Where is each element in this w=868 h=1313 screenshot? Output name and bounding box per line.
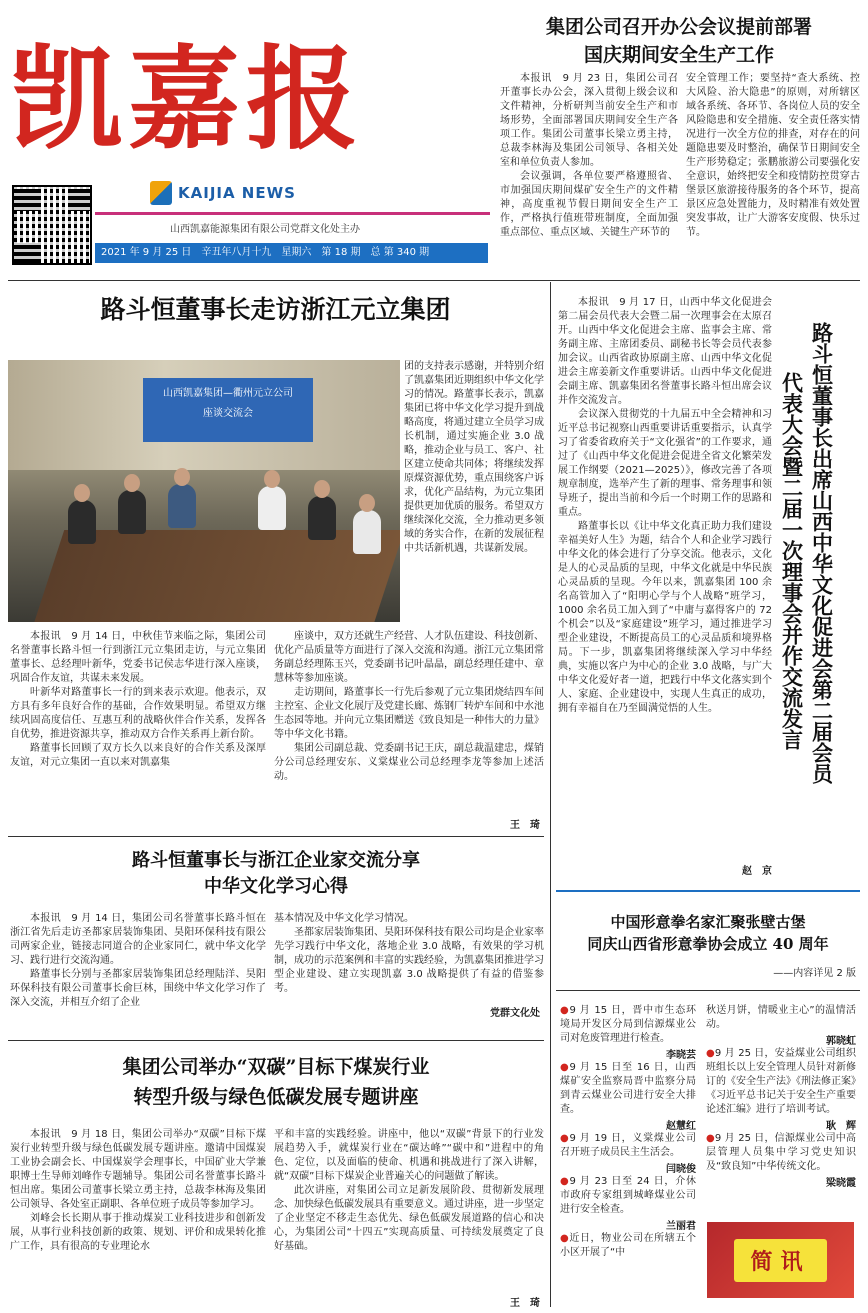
visit-story-side-col: 团的支持表示感谢，并特别介绍了凯嘉集团近期组织中华文化学习的情况。路董事长表示，凯嘉集团已将中华文化学习提升到战略高度，将通过建立全员学习成长机制，通过实施企业 3.0 战略，推动企业与员工、客户、社区建立使命共同体；将继续发挥原煤资源优势，重点围绕客户诉求，优化产品结构，为元立集团提供更加优质的服务。希望双方继续深化交流，全力推动更多领域的务实合作，在新的发展征程中共话新机遇，共谋新发展。 [404,361,544,554]
top-story-col2: 安全管理工作；要坚持“查大系统、控大风险、治大隐患”的原则，对所辖区域各系统、各环节、各岗位人员的安全风险隐患和安全措施、安全责任落实情况进行一次全方位的排查，对存在的问题隐患要及时整治，确保节日期间安全生产形势稳定；张鹏旅游公司要强化安全意识，始终把安全和疫情防控贯穿古堡景区旅游接待服务的各个环节，提高景区应急处置能力，及时精准有效处置突发事故，让广大游客安度假、快乐过节。 [686,73,860,238]
top-story-title[interactable]: 集团公司召开办公会议提前部署 国庆期间安全生产工作 [545,16,812,66]
brief-item: ●9 月 15 日，晋中市生态环境局开发区分局到信源煤业公司对危废管理进行检查。 [560,1005,696,1044]
lecture-story-title[interactable]: 集团公司举办“双碳”目标下煤炭行业 转型升级与绿色低碳发展专题讲座 [122,1056,430,1109]
briefs-section-tag: 简讯 [707,1222,854,1298]
briefs-col1: ●9 月 15 日，晋中市生态环境局开发区分局到信源煤业公司对危废管理进行检查。 李晓芸 ●9 月 15 日至 16 日，山西煤矿安全监察局晋中监察分局到青云煤业公司进行安全大排查。 赵慧红 ●9 月 19 日，义棠煤业公司召开班子成员民主生活会。 闫晓俊 ●9 月 23 日至 24 日，介休市政府专家组到城峰煤业公司进行安全检查。 兰丽君 ●近日，物业公司在所辖五个小区开展了“中 [560,1005,696,1258]
council-story-title-1[interactable]: 路斗恒董事长出席山西中华文化促进会第二届会员 [809,322,835,784]
lecture-story-col1: 本报讯 9 月 18 日，集团公司举办“双碳”目标下煤炭行业转型升级与绿色低碳发展专题讲座。邀请中国煤炭工业协会副会长、中国煤炭学会理事长，中国矿业大学兼职博士生导师刘峰作专题辅导。集团公司名誉董事长路斗恒出席。集团公司董事长梁立勇主持，总裁李林海及集团公司领导、各处室正副职、各单位班子成员等参加学习。 刘峰会长长期从事于推动煤炭工业科技进步和创新发展，从事行业科技创新的政策、规划、评价和成果转化推广工作，具有很高的专业理论水 [10,1129,266,1252]
masthead-logo: 凯嘉报 [10,34,364,165]
boxing-teaser-title[interactable]: 中国形意拳名家汇聚张壁古堡 同庆山西省形意拳协会成立 40 周年 [587,913,829,953]
dateline-bar: 2021 年 9 月 25 日 辛丑年八月十九 星期六 第 18 期 总 第 340 期 [95,243,488,263]
masthead-divider [95,212,490,215]
bullet-icon: ● [706,1048,715,1059]
boxing-teaser-note[interactable]: ——内容详见 2 版 [773,968,856,979]
column-divider [550,282,551,1307]
council-story-author: 赵 京 [742,866,772,877]
brief-item: ●近日，物业公司在所辖五个小区开展了“中 [560,1233,696,1258]
bullet-icon: ● [560,1062,570,1073]
divider [556,890,860,892]
brief-item: ●9 月 23 日至 24 日，介休市政府专家组到城峰煤业公司进行安全检查。 [560,1176,696,1215]
exchange-story-title[interactable]: 路斗恒董事长与浙江企业家交流分享 中华文化学习心得 [132,850,420,898]
bullet-icon: ● [560,1005,570,1016]
divider [8,1040,544,1041]
bullet-icon: ● [560,1233,570,1244]
divider [8,280,860,281]
publisher-line: 山西凯嘉能源集团有限公司党群文化处主办 [170,224,360,235]
lecture-story-col2: 平和丰富的实践经验。讲座中，他以“双碳”背景下的行业发展趋势入手，就煤炭行业在“碳达峰”“碳中和”进程中的角色、定位，以及面临的使命、机遇和挑战进行了深入讲解，就“双碳”目标下煤炭企业普遍关心的问题做了解读。 此次讲座，对集团公司立足新发展阶段、贯彻新发展理念、加快绿色低碳发展具有重要意义。通过讲座，进一步坚定了企业坚定不移走生态优先、绿色低碳发展道路的信心和决心，为集团公司“十四五”实现高质量、可持续发展奠定了良好基础。 [274,1129,544,1252]
meeting-photo [8,360,400,622]
council-story-title-2[interactable]: 代表大会暨二届一次理事会并作交流发言 [779,372,805,750]
qr-code-icon[interactable] [12,185,92,265]
brief-item: ●9 月 25 日，信源煤业公司中高层管理人员集中学习党史知识及“致良知”中华传统文化。 [706,1133,856,1172]
brief-item: ●9 月 15 日至 16 日，山西煤矿安全监察局晋中监察分局到青云煤业公司进行安全大排查。 [560,1062,696,1115]
divider [8,836,544,837]
exchange-story-author: 党群文化处 [490,1008,540,1019]
brief-item: 秋送月饼，情暖业主心”的温情活动。 [706,1005,856,1030]
brand-row [150,178,480,208]
brief-item: ●9 月 19 日，义棠煤业公司召开班子成员民主生活会。 [560,1133,696,1158]
exchange-story-col2: 基本情况及中华文化学习情况。 圣都家居装饰集团、昊阳环保科技有限公司均是企业家率先学习践行中华文化，落地企业 3.0 战略，有效果的学习机制，成功的示范案例和丰富的实践经验，为凯嘉集团推进学习型企业建设、建立实现凯嘉 3.0 战略提供了有益的借鉴参考。 [274,913,544,994]
bullet-icon: ● [560,1176,570,1187]
briefs-col2: 秋送月饼，情暖业主心”的温情活动。 郭晓虹 ●9 月 25 日，安益煤业公司组织班组长以上安全管理人员针对新修订的《安全生产法》《刑法修正案》《习近平总书记关于安全生产重要论述汇编》进行了培训考试。 耿 辉 ●9 月 25 日，信源煤业公司中高层管理人员集中学习党史知识及“致良知”中华传统文化。 梁晓霞 [706,1005,856,1189]
divider [556,990,860,991]
brand-name: KAIJIA NEWS [178,184,296,202]
lecture-story-author: 王 琦 [510,1298,540,1309]
kaijia-logo-icon [150,181,172,205]
council-story-col: 本报讯 9 月 17 日，山西中华文化促进会第二届会员代表大会暨二届一次理事会在太原召开。山西中华文化促进会主席、监事会主席、常务副主席、主席团委员、副秘书长等会员代表参加会议。山西省政协原副主席、山西中华文化促进会主席姜新文作重要讲话。山西中华文化促进会副主席、凯嘉集团名誉董事长路斗恒出席会议并作交流发言。 会议深入贯彻党的十九届五中全会精神和习近平总书记视察山西重要讲话重要指示，认真学习了省委省政府关于“文化强省”的工作要求，通过了《山西中华文化促进会促进全省文化繁荣发展工作纲要（2021—2025）》，修改完善了各项规章制度，选举产生了新的理事、常务理事和领导班子，提出当前和今后一个时期工作的思路和重点。 路董事长以《让中华文化真正助力我们建设幸福美好人生》为题，结合个人和企业学习践行中华文化的体会进行了分享交流。他表示，文化是人的心灵品质的呈现，中华文化就是中华民族心灵品质的呈现。今年以来，凯嘉集团 100 余名高管加入了“阳明心学与个人战略”班学习，1000 余名员工加入到了“中庸与嘉得客户的 72 个机会”以及“家庭建设”班学习，通过推进学习型企业建设，不断提高员工的心灵品质和境界格局。下一步，凯嘉集团将继续深入学习中华经典，实施以客户为中心的企业 3.0 战略，与广大中华文化爱好者一道，把践行中华文化落实到个人、家庭、企业建设中，实现人生真正的成功，拥有幸福自在乃至圆满觉悟的人生。 [558,297,772,714]
photo-screen-banner: 山西凯嘉集团—衢州元立公司 座谈交流会 [143,378,313,442]
top-story-col1: 本报讯 9 月 23 日，集团公司召开董事长办公会，深入贯彻上级会议和文件精神，分析研判当前安全生产和市场形势，全面部署国庆期间安全生产各项工作。集团公司董事长梁立勇主持，总裁李林海及集团公司领导、各相关处室和单位负责人参加。 会议强调，各单位要严格遵照省、市加强国庆期间煤矿安全生产的文件精神，高度重视节假日期间安全生产工作，严格执行值班带班制度，全面加强重点部位、重点区域、关键生产环节的 [500,73,678,238]
visit-story-title[interactable]: 路斗恒董事长走访浙江元立集团 [100,295,451,324]
visit-story-author: 王 琦 [510,820,540,831]
exchange-story-col1: 本报讯 9 月 14 日，集团公司名誉董事长路斗恒在浙江省先后走访圣都家居装饰集团、昊阳环保科技有限公司两家企业，链接志同道合的企业家同仁，就中华文化学习、践行进行交流沟通。 路董事长分别与圣都家居装饰集团总经理陆洋、昊阳环保科技有限公司董事长俞巨林，围绕中华文化学习作了深入交流，并相互介绍了企业 [10,913,266,1008]
bullet-icon: ● [706,1133,715,1144]
visit-story-col1: 本报讯 9 月 14 日，中秋佳节来临之际，集团公司名誉董事长路斗恒一行到浙江元立集团走访，与元立集团董事长、总经理叶新华，党委书记侯志华进行深入座谈，巩固合作友谊，共谋未来发展。 叶新华对路董事长一行的到来表示欢迎。他表示，双方具有多年良好合作的基础，合作效果明显。希望双方继续巩固高度信任、互惠互利的战略伙伴合作关系，发挥各自优势，推进资源共享，推动双方合作关系再上新台阶。 路董事长回顾了双方长久以来良好的合作关系及深厚友谊，对元立集团一直以来对凯嘉集 [10,631,266,768]
visit-story-col2: 座谈中，双方还就生产经营、人才队伍建设、科技创新、优化产品质量等方面进行了深入交流和沟通。浙江元立集团常务副总经理陈玉兴，党委副书记叶晶晶，副总经理任建中、章慧林等参加座谈。 走访期间，路董事长一行先后参观了元立集团烧结四车间主控室、企业文化展厅及党建长廊、炼钢厂转炉车间和中水池生态园等地。并向元立集团赠送《致良知是一种伟大的力量》等中华文化书籍。 集团公司副总裁、党委副书记王庆，副总裁温建忠，煤销分公司总经理安东、义棠煤业公司总经理李龙等参加上述活动。 [274,631,544,782]
brief-item: ●9 月 25 日，安益煤业公司组织班组长以上安全管理人员针对新修订的《安全生产法》《刑法修正案》《习近平总书记关于安全生产重要论述汇编》进行了培训考试。 [706,1048,856,1115]
bullet-icon: ● [560,1133,570,1144]
